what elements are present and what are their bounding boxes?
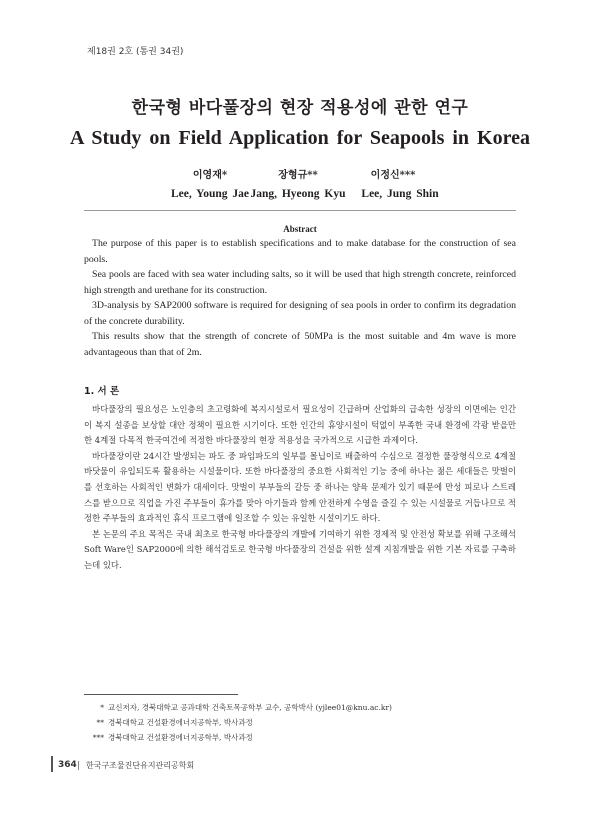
footnote-text: 경북대학교 건설환경에너지공학부, 박사과정: [108, 718, 253, 727]
author-3-english: Lee, Jung Shin: [361, 188, 439, 200]
introduction-body: [84, 402, 516, 574]
abstract-paragraph: This results show that the strength of concrete of 50MPa is the most suitable and 4m wave is more advantageous than that of 2m.: [84, 331, 516, 358]
abstract-paragraph: The purpose of this paper is to establish specifications and to make database for the construction of sea pools.: [84, 238, 516, 265]
footnote-text: 교신저자, 경북대학교 공과대학 건축토목공학부 교수, 공학박사 (yjlee01@knu.ac.kr): [108, 703, 392, 712]
footnote-divider: [84, 694, 238, 695]
publisher-name: 한국구조물진단유지관리공학회: [86, 761, 195, 770]
body-paragraph: 바다풀장이란 24시간 발생되는 파도 중 파임파도의 일부를 몰닙이로 배출하여 수심으로 결정한 풀장형식으로 4계절 바닷물이 유입되도록 활용하는 시설물이다. 또한 바다풀장의 중요한 사회적인 기능 중에 하나는 젊은 세대들은 맛벌이를 선호하는 사회적인 변화가 대세이다. 맛벌이 부부들의 갈등 중 하나는 양육 문제가 있기 때문에 만성 피로나 스트레스를 받으므로 직업을 가진 주부들이 휴가를 맞아 아기들과 함께 안전하게 수영을 즐길 수 있는 시설물로 거듭나므로 적정한 주부들의 효과적인 휴식 프로그램에 일조할 수 있는 유일한 시설이기도 하다.: [84, 450, 516, 524]
body-paragraph: 본 논문의 주요 목적은 국내 최초로 한국형 바다풀장의 개발에 기여하기 위한 경제적 및 안전성 확보를 위해 구조해석 Soft Ware인 SAP2000에 의한 해석검토로 한국형 바다풀장의 건설을 위한 설계 지침개발을 위한 기본 자료를 구축하는데 있다.: [84, 528, 516, 570]
footnote: [84, 715, 392, 730]
abstract-paragraph: Sea pools are faced with sea water including salts, so it will be used that high strength concrete, reinforced high strength and urethane for its construction.: [84, 269, 516, 296]
abstract-body: [84, 236, 516, 360]
divider-line: [84, 210, 516, 211]
journal-issue-header: 제18권 2호 (통권 34권): [87, 47, 184, 57]
paper-title-korean: 한국형 바다풀장의 현장 적용성에 관한 연구: [131, 98, 469, 118]
footnote: [84, 700, 392, 715]
author-2-english: Jang, Hyeong Kyu: [250, 188, 346, 200]
author-3-korean: 이정신***: [370, 170, 416, 181]
abstract-heading: Abstract: [283, 224, 317, 234]
abstract-paragraph: 3D-analysis by SAP2000 software is required for designing of sea pools in order to confirm its degradation of the concrete durability.: [84, 300, 516, 327]
footnote-mark: *: [100, 703, 104, 712]
body-paragraph: 바다풀장의 필요성은 노인층의 초고령화에 복지시설로서 필요성이 긴급하며 산업화의 급속한 성장의 이면에는 인간이 복지 설종을 보상할 대안 정책이 필요한 시기이다. 또한 인간의 휴양시설이 턱없이 부족한 국내 환경에 각광 받을만한 4계절 다목적 한국여건에 적정한 바다풀장의 현장 적용성을 국가적으로 시급한 과제이다.: [84, 404, 516, 446]
footnote: [84, 730, 392, 745]
footer-accent-bar: [51, 756, 53, 772]
section-heading-introduction: 1. 서 론: [84, 386, 120, 397]
paper-title-english: A Study on Field Application for Seapools in Korea: [69, 127, 530, 149]
footnote-mark: ***: [92, 733, 104, 742]
author-2-korean: 장형규**: [278, 170, 318, 181]
author-1-korean: 이영재*: [192, 170, 228, 181]
author-1-english: Lee, Young Jae: [170, 188, 249, 200]
page-number: 364: [58, 760, 77, 770]
footnote-text: 경북대학교 건설환경에너지공학부, 박사과정: [108, 733, 253, 742]
footer-separator: [78, 761, 79, 770]
footnotes: [84, 700, 392, 745]
footnote-mark: **: [96, 718, 104, 727]
